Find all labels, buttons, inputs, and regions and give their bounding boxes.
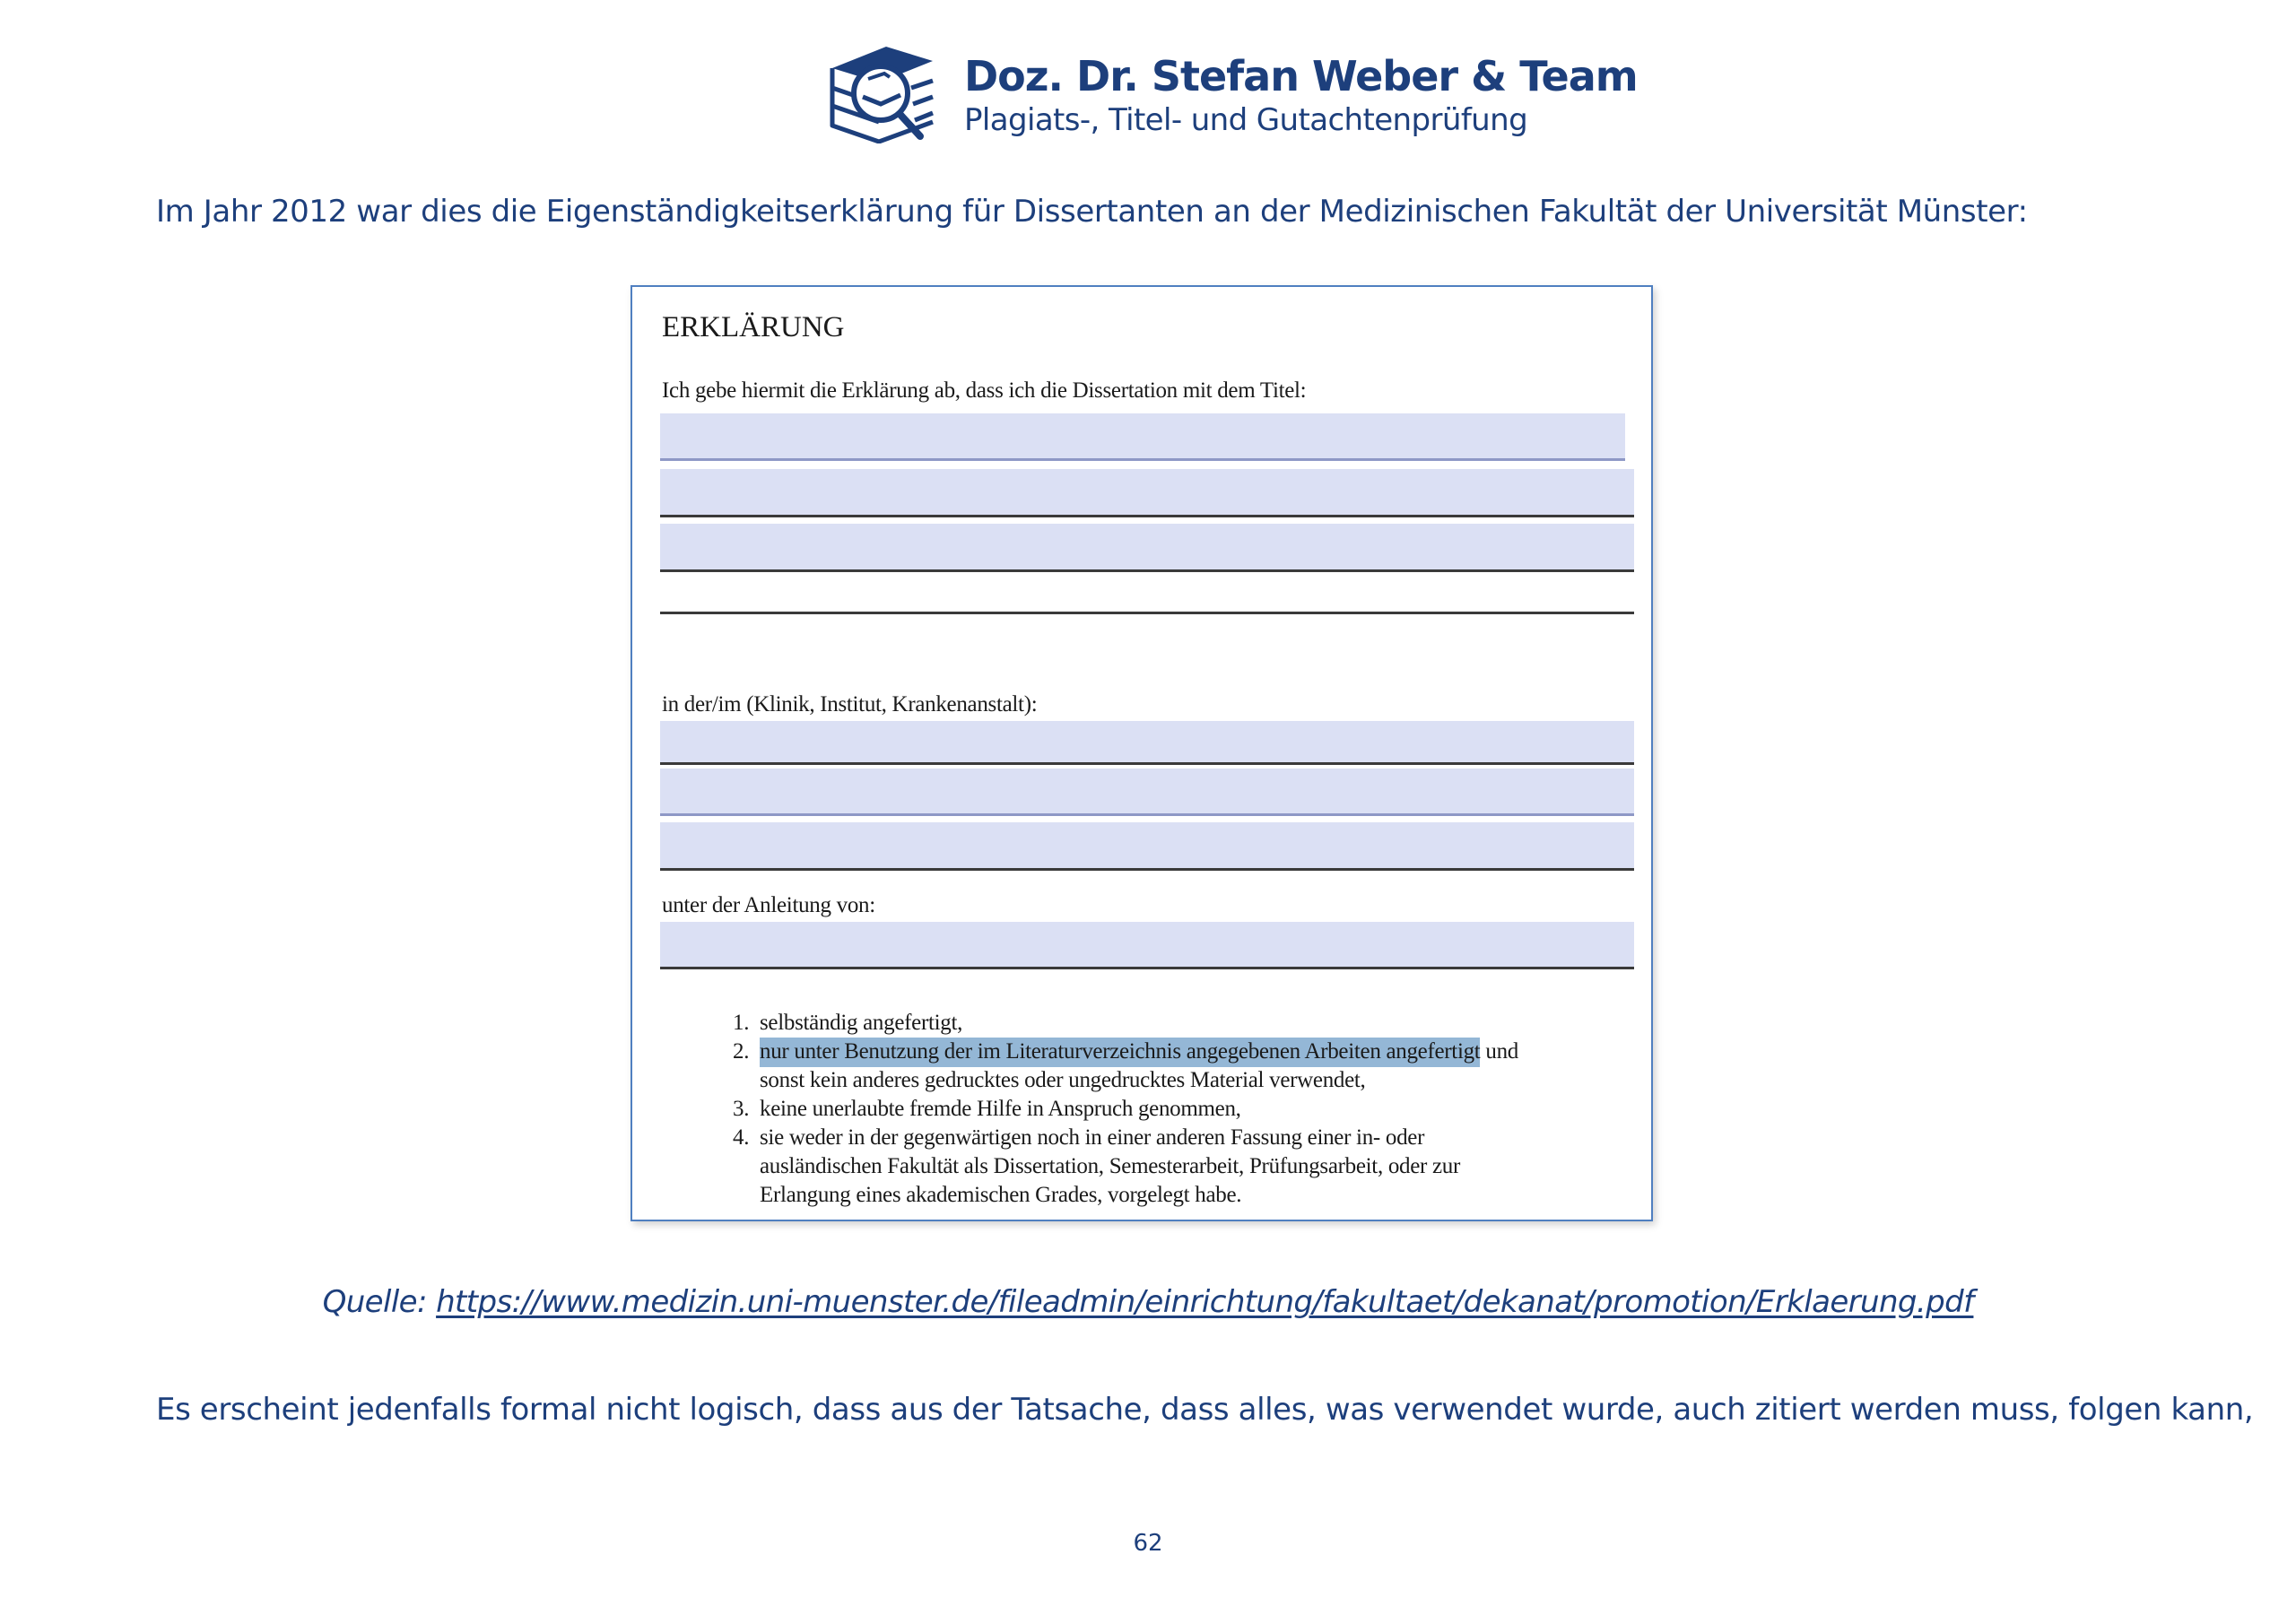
source-link[interactable]: https://www.medizin.uni-muenster.de/fileadmin/einrichtung/fakultaet/dekanat/promotion/Erklaerung.pdf [436, 1284, 1974, 1320]
highlighted-text: nur unter Benutzung der im Literaturverzeichnis angegebenen Arbeiten angefertigt [760, 1038, 1480, 1067]
list-item-continuation: ausländischen Fakultät als Dissertation, Semesterarbeit, Prüfungsarbeit, oder zur [760, 1154, 1461, 1178]
title-field-3[interactable] [660, 524, 1634, 572]
list-item: 2. nur unter Benutzung der im Literaturverzeichnis angegebenen Arbeiten angefertigt und [733, 1038, 1518, 1066]
list-item: 3. keine unerlaubte fremde Hilfe in Anspruch genommen, [733, 1097, 1241, 1121]
title-label: Ich gebe hiermit die Erklärung ab, dass ich die Dissertation mit dem Titel: [662, 378, 1307, 403]
supervisor-label: unter der Anleitung von: [662, 893, 875, 917]
title-field-2[interactable] [660, 469, 1634, 517]
logo-title: Doz. Dr. Stefan Weber & Team [964, 52, 1638, 100]
book-stack-magnifier-icon [825, 45, 936, 143]
logo-icon [825, 45, 936, 143]
institution-field-3[interactable] [660, 822, 1634, 871]
logo-subtitle: Plagiats-, Titel- und Gutachtenprüfung [964, 102, 1528, 138]
institution-field-1[interactable] [660, 721, 1634, 765]
declaration-list [733, 1009, 1518, 1210]
intro-paragraph: Im Jahr 2012 war dies die Eigenständigkeitserklärung für Dissertanten an der Medizinischen Fakultät der Universität Münster: [156, 194, 2028, 230]
list-item-continuation: Erlangung eines akademischen Grades, vorgelegt habe. [760, 1183, 1242, 1207]
list-item: 4. sie weder in der gegenwärtigen noch in einer anderen Fassung einer in- oder [733, 1125, 1425, 1150]
declaration-form-image [631, 285, 1653, 1221]
source-label: Quelle: [322, 1284, 437, 1320]
source-citation [0, 1282, 2296, 1322]
institution-field-2[interactable] [660, 769, 1634, 816]
title-field-1[interactable] [660, 413, 1625, 461]
form-heading: ERKLÄRUNG [662, 311, 845, 343]
list-item: 1. selbständig angefertigt, [733, 1011, 963, 1035]
institution-label: in der/im (Klinik, Institut, Krankenanstalt): [662, 692, 1038, 716]
list-item-continuation: sonst kein anderes gedrucktes oder ungedrucktes Material verwendet, [760, 1068, 1366, 1092]
title-rule-4 [660, 612, 1634, 614]
closing-paragraph: Es erscheint jedenfalls formal nicht logisch, dass aus der Tatsache, dass alles, was verwendet wurde, auch zitiert werden muss, folgen kann, [156, 1392, 2254, 1428]
page-number: 62 [1133, 1530, 1163, 1557]
supervisor-field[interactable] [660, 922, 1634, 969]
